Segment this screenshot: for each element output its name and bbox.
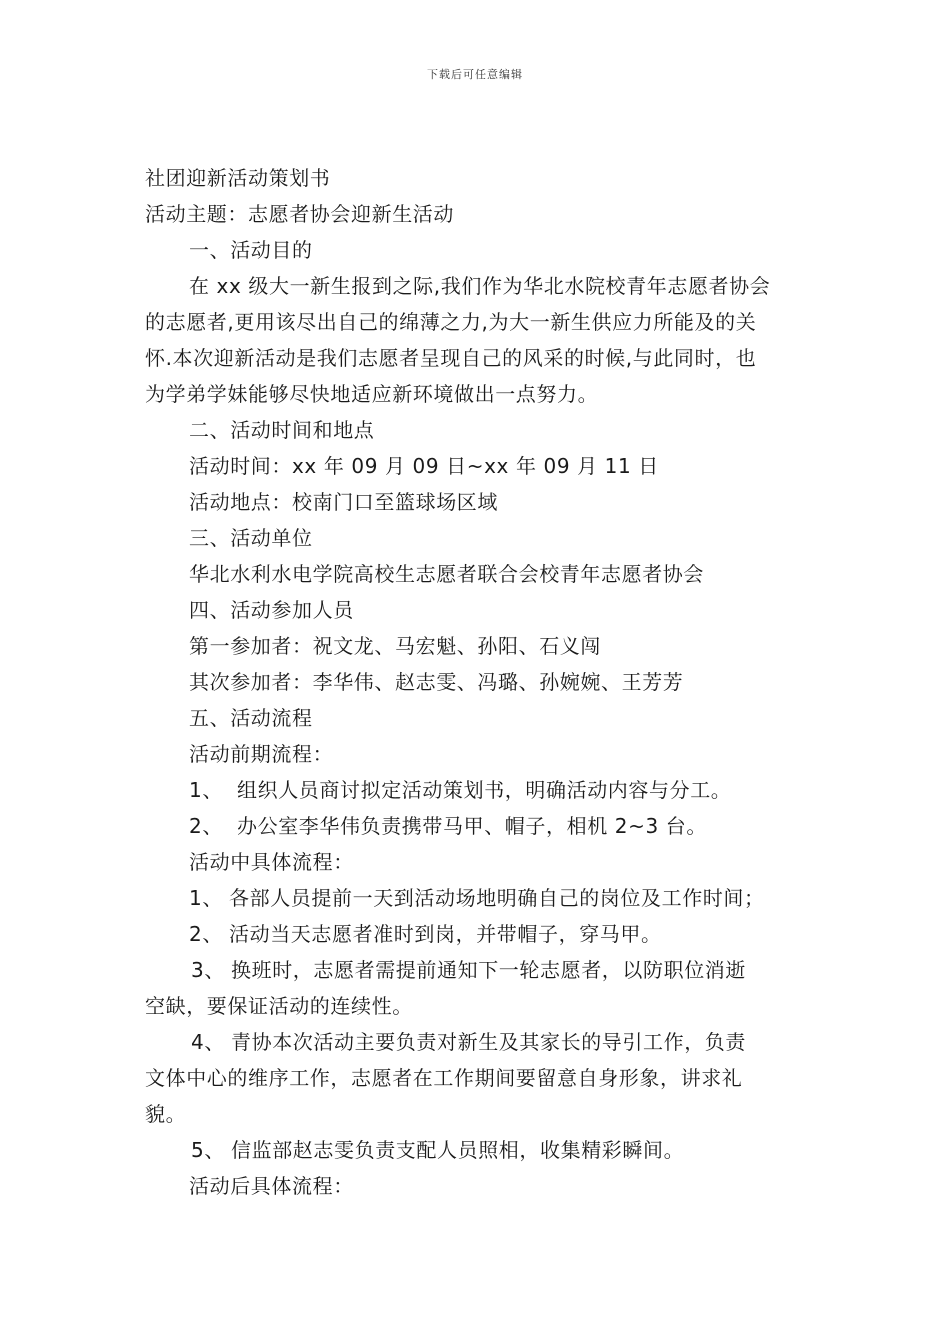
list-item-text: 活动当天志愿者准时到岗，并带帽子，穿马甲。 <box>229 922 662 946</box>
list-item-text: 办公室李华伟负责携带马甲、帽子，相机 2~3 台。 <box>237 814 707 838</box>
document-body <box>145 160 809 1204</box>
list-item <box>145 808 809 844</box>
purpose-paragraph-line: 在 xx 级大一新生报到之际,我们作为华北水院校青年志愿者协会 <box>189 274 771 298</box>
list-item-number: 4、 <box>191 1030 225 1054</box>
list-item-continuation: 空缺，要保证活动的连续性。 <box>145 994 413 1018</box>
list-item-number: 5、 <box>191 1138 225 1162</box>
list-item <box>145 1024 809 1060</box>
list-item-text: 信监部赵志雯负责支配人员照相，收集精彩瞬间。 <box>231 1138 685 1162</box>
pre-process-heading: 活动前期流程： <box>189 742 334 766</box>
purpose-paragraph-line: 为学弟学妹能够尽快地适应新环境做出一点努力。 <box>145 382 599 406</box>
list-item-number: 2、 <box>189 814 223 838</box>
section-heading-participants: 四、活动参加人员 <box>189 598 354 622</box>
section-heading-purpose: 一、活动目的 <box>189 238 313 262</box>
activity-theme: 活动主题：志愿者协会迎新生活动 <box>145 202 454 226</box>
list-item-text: 青协本次活动主要负责对新生及其家长的导引工作，负责 <box>231 1030 746 1054</box>
list-item-number: 1、 <box>189 886 223 910</box>
list-item <box>145 916 809 952</box>
activity-unit: 华北水利水电学院高校生志愿者联合会校青年志愿者协会 <box>189 562 704 586</box>
list-item-text: 各部人员提前一天到活动场地明确自己的岗位及工作时间； <box>229 886 765 910</box>
list-item-text: 换班时，志愿者需提前通知下一轮志愿者，以防职位消逝 <box>231 958 746 982</box>
section-heading-time-place: 二、活动时间和地点 <box>189 418 375 442</box>
purpose-paragraph-line: 的志愿者,更用该尽出自己的绵薄之力,为大一新生供应力所能及的关 <box>145 310 757 334</box>
list-item-continuation: 貌。 <box>145 1102 187 1126</box>
first-participants: 第一参加者：祝文龙、马宏魁、孙阳、石义闯 <box>189 634 601 658</box>
list-item <box>145 1132 809 1168</box>
list-item-number: 1、 <box>189 778 223 802</box>
list-item <box>145 772 809 808</box>
list-item-number: 2、 <box>189 922 223 946</box>
section-heading-process: 五、活动流程 <box>189 706 313 730</box>
list-item-continuation: 文体中心的维序工作，志愿者在工作期间要留意自身形象，讲求礼 <box>145 1066 743 1090</box>
section-heading-unit: 三、活动单位 <box>189 526 313 550</box>
activity-place: 活动地点：校南门口至篮球场区域 <box>189 490 498 514</box>
list-item <box>145 880 809 916</box>
post-process-heading: 活动后具体流程： <box>189 1174 354 1198</box>
mid-process-heading: 活动中具体流程： <box>189 850 354 874</box>
purpose-paragraph-line: 怀.本次迎新活动是我们志愿者呈现自己的风采的时候,与此同时，也 <box>145 346 757 370</box>
doc-title: 社团迎新活动策划书 <box>145 166 331 190</box>
list-item <box>145 952 809 988</box>
list-item-number: 3、 <box>191 958 225 982</box>
activity-time: 活动时间：xx 年 09 月 09 日~xx 年 09 月 11 日 <box>189 454 659 478</box>
header-note: 下载后可任意编辑 <box>427 68 523 81</box>
list-item-text: 组织人员商讨拟定活动策划书，明确活动内容与分工。 <box>237 778 732 802</box>
second-participants: 其次参加者：李华伟、赵志雯、冯璐、孙婉婉、王芳芳 <box>189 670 684 694</box>
